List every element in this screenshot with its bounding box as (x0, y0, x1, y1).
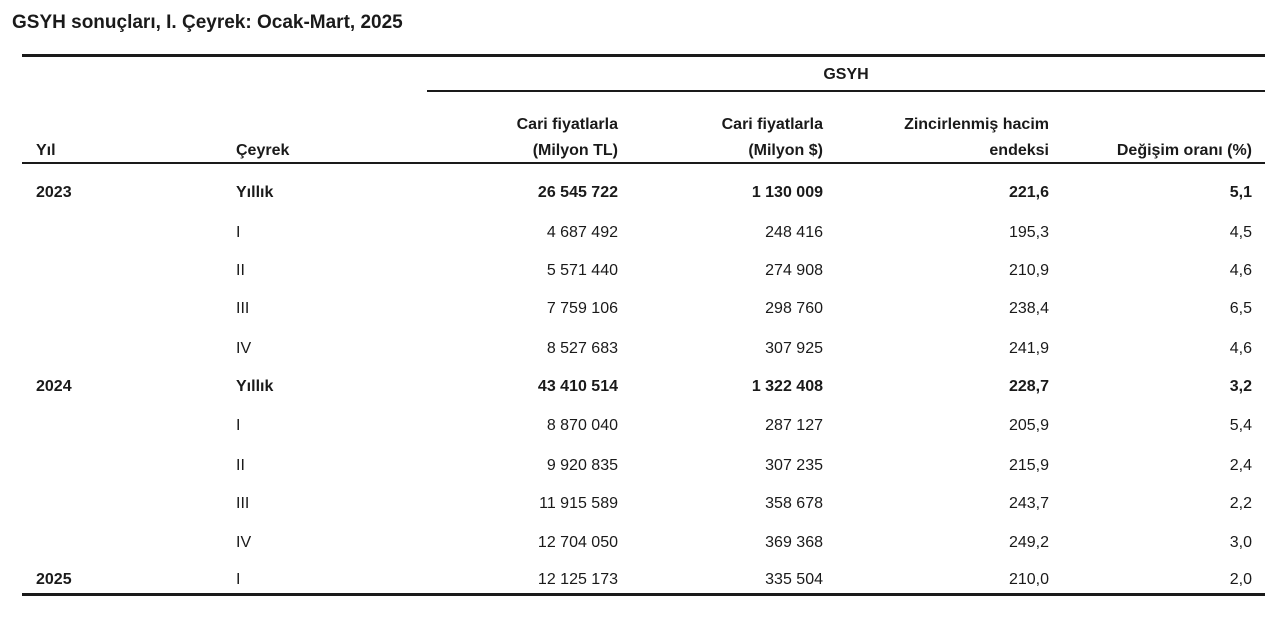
cell-quarter: I (236, 417, 241, 434)
cell-current-usd: 274 908 (765, 262, 823, 279)
table-row (0, 260, 1280, 282)
cell-quarter: II (236, 457, 245, 474)
cell-current-usd: 307 235 (765, 457, 823, 474)
cell-volume-index: 210,9 (1008, 262, 1049, 279)
table-row (0, 532, 1280, 554)
header-current-usd-line2: (Milyon $) (748, 142, 823, 159)
cell-volume-index: 215,9 (1008, 457, 1049, 474)
cell-current-usd: 335 504 (765, 571, 823, 588)
cell-change-rate: 3,2 (1229, 378, 1252, 395)
cell-quarter: IV (236, 534, 252, 551)
cell-change-rate: 4,5 (1229, 224, 1252, 241)
group-header-rule (427, 90, 1265, 92)
table-row (0, 493, 1280, 515)
cell-current-tl: 12 125 173 (537, 571, 618, 588)
header-year: Yıl (36, 142, 56, 159)
cell-quarter: I (236, 571, 241, 588)
cell-change-rate: 4,6 (1229, 340, 1252, 357)
header-current-tl-line2: (Milyon TL) (532, 142, 618, 159)
cell-current-usd: 358 678 (765, 495, 823, 512)
cell-quarter: III (236, 300, 250, 317)
cell-current-tl: 7 759 106 (546, 300, 618, 317)
table-row (0, 415, 1280, 437)
cell-current-tl: 9 920 835 (546, 457, 618, 474)
cell-volume-index: 210,0 (1008, 571, 1049, 588)
cell-current-usd: 369 368 (765, 534, 823, 551)
header-current-tl-line1: Cari fiyatlarla (516, 116, 618, 133)
cell-change-rate: 2,0 (1229, 571, 1252, 588)
table-bottom-rule (22, 593, 1265, 596)
cell-year: 2024 (36, 378, 72, 395)
header-index-line1: Zincirlenmiş hacim (904, 116, 1049, 133)
cell-quarter: IV (236, 340, 252, 357)
cell-change-rate: 3,0 (1229, 534, 1252, 551)
table-top-rule (22, 54, 1265, 57)
header-current-usd-line1: Cari fiyatlarla (721, 116, 823, 133)
cell-change-rate: 6,5 (1229, 300, 1252, 317)
cell-change-rate: 2,2 (1229, 495, 1252, 512)
cell-quarter: Yıllık (236, 184, 274, 201)
group-header-gsyh: GSYH (823, 66, 869, 83)
cell-volume-index: 238,4 (1008, 300, 1049, 317)
cell-change-rate: 5,4 (1229, 417, 1252, 434)
cell-current-usd: 1 130 009 (751, 184, 823, 201)
table-row (0, 569, 1280, 591)
header-quarter: Çeyrek (236, 142, 290, 159)
cell-volume-index: 195,3 (1008, 224, 1049, 241)
cell-volume-index: 243,7 (1008, 495, 1049, 512)
cell-year: 2025 (36, 571, 72, 588)
cell-change-rate: 2,4 (1229, 457, 1252, 474)
cell-current-tl: 4 687 492 (546, 224, 618, 241)
cell-quarter: I (236, 224, 241, 241)
header-index-line2: endeksi (989, 142, 1049, 159)
cell-volume-index: 205,9 (1008, 417, 1049, 434)
cell-current-usd: 307 925 (765, 340, 823, 357)
cell-volume-index: 228,7 (1008, 378, 1049, 395)
cell-current-tl: 8 527 683 (546, 340, 618, 357)
table-row (0, 376, 1280, 398)
cell-volume-index: 241,9 (1008, 340, 1049, 357)
cell-volume-index: 249,2 (1008, 534, 1049, 551)
cell-current-tl: 11 915 589 (539, 495, 618, 512)
cell-change-rate: 4,6 (1229, 262, 1252, 279)
page-title: GSYH sonuçları, I. Çeyrek: Ocak-Mart, 2025 (12, 12, 403, 33)
cell-current-tl: 43 410 514 (537, 378, 618, 395)
cell-current-tl: 12 704 050 (537, 534, 618, 551)
header-change-rate: Değişim oranı (%) (1116, 142, 1252, 159)
cell-current-tl: 5 571 440 (546, 262, 618, 279)
table-row (0, 222, 1280, 244)
header-bottom-rule (22, 162, 1265, 164)
table-row (0, 455, 1280, 477)
cell-current-usd: 248 416 (765, 224, 823, 241)
cell-change-rate: 5,1 (1229, 184, 1252, 201)
cell-year: 2023 (36, 184, 72, 201)
table-row (0, 182, 1280, 204)
cell-current-usd: 287 127 (765, 417, 823, 434)
table-row (0, 338, 1280, 360)
cell-current-usd: 298 760 (765, 300, 823, 317)
cell-volume-index: 221,6 (1008, 184, 1049, 201)
table-row (0, 298, 1280, 320)
cell-quarter: Yıllık (236, 378, 274, 395)
cell-current-tl: 26 545 722 (537, 184, 618, 201)
cell-quarter: II (236, 262, 245, 279)
cell-current-usd: 1 322 408 (751, 378, 823, 395)
cell-quarter: III (236, 495, 250, 512)
cell-current-tl: 8 870 040 (546, 417, 618, 434)
